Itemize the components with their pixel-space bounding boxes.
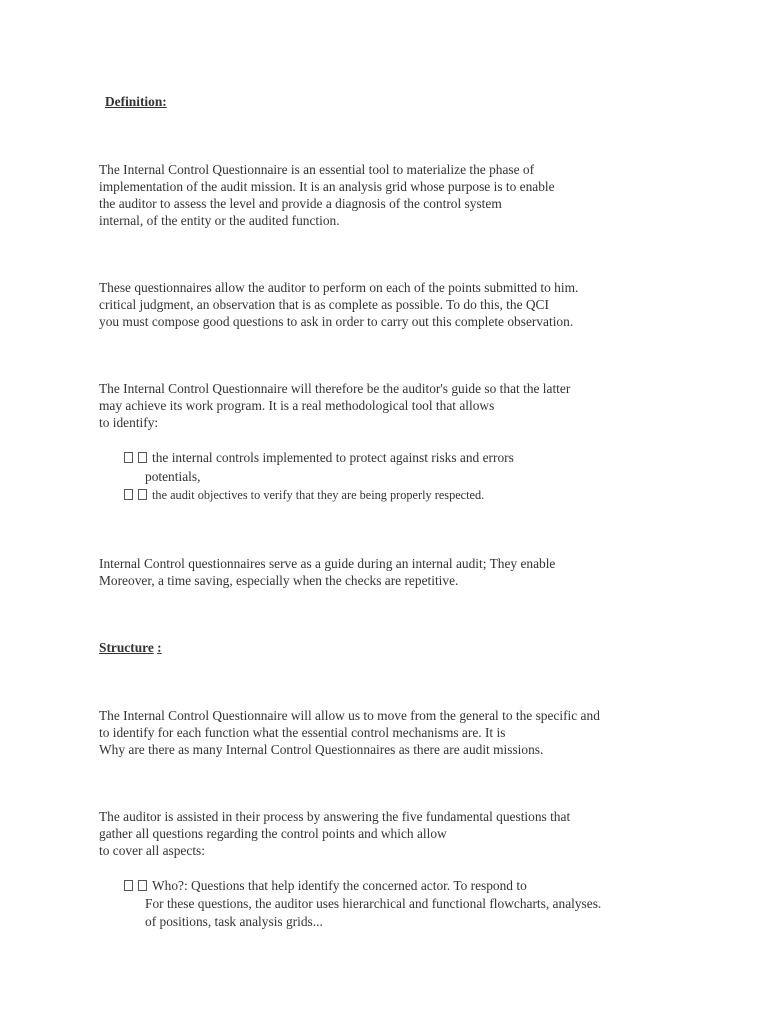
paragraph-line: the auditor to assess the level and provide a diagnosis of the control system	[99, 196, 502, 211]
missing-glyph-icon	[124, 880, 133, 891]
list-item-text: Who?: Questions that help identify the concerned actor. To respond to	[152, 878, 527, 893]
paragraph-line: you must compose good questions to ask in order to carry out this complete observation.	[99, 314, 574, 329]
missing-glyph-icon	[138, 452, 147, 463]
paragraph-line: to cover all aspects:	[99, 843, 205, 858]
paragraph-line: gather all questions regarding the control points and which allow	[99, 826, 447, 841]
list-item-continuation: For these questions, the auditor uses hierarchical and functional flowcharts, analyses.	[145, 896, 602, 911]
paragraph-line: to identify for each function what the essential control mechanisms are. It is	[99, 725, 506, 740]
list-item	[124, 878, 527, 894]
list-item-continuation: potentials,	[145, 469, 201, 484]
paragraph-line: Internal Control questionnaires serve as a guide during an internal audit; They enable	[99, 556, 556, 571]
list-item	[124, 487, 484, 503]
paragraph-line: critical judgment, an observation that is as complete as possible. To do this, the QCI	[99, 297, 549, 312]
paragraph-line: The Internal Control Questionnaire is an essential tool to materialize the phase of	[99, 162, 535, 177]
paragraph-line: These questionnaires allow the auditor to perform on each of the points submitted to him.	[99, 280, 579, 295]
paragraph-line: The auditor is assisted in their process by answering the five fundamental questions that	[99, 809, 571, 824]
structure-heading: Structure :	[99, 640, 162, 655]
missing-glyph-icon	[138, 489, 147, 500]
paragraph-line: Moreover, a time saving, especially when the checks are repetitive.	[99, 573, 459, 588]
missing-glyph-icon	[138, 880, 147, 891]
paragraph-line: internal, of the entity or the audited function.	[99, 213, 340, 228]
list-item-text: the audit objectives to verify that they are being properly respected.	[152, 488, 485, 502]
paragraph-line: Why are there as many Internal Control Questionnaires as there are audit missions.	[99, 742, 544, 757]
paragraph-line: implementation of the audit mission. It is an analysis grid whose purpose is to enable	[99, 179, 555, 194]
paragraph-line: to identify:	[99, 415, 159, 430]
list-item	[124, 450, 514, 466]
list-item-continuation: of positions, task analysis grids...	[145, 914, 323, 929]
list-item-text: the internal controls implemented to protect against risks and errors	[152, 450, 514, 465]
paragraph-line: may achieve its work program. It is a real methodological tool that allows	[99, 398, 495, 413]
missing-glyph-icon	[124, 452, 133, 463]
definition-heading: Definition:	[105, 94, 167, 109]
paragraph-line: The Internal Control Questionnaire will allow us to move from the general to the specific and	[99, 708, 600, 723]
missing-glyph-icon	[124, 489, 133, 500]
paragraph-line: The Internal Control Questionnaire will therefore be the auditor's guide so that the latter	[99, 381, 571, 396]
